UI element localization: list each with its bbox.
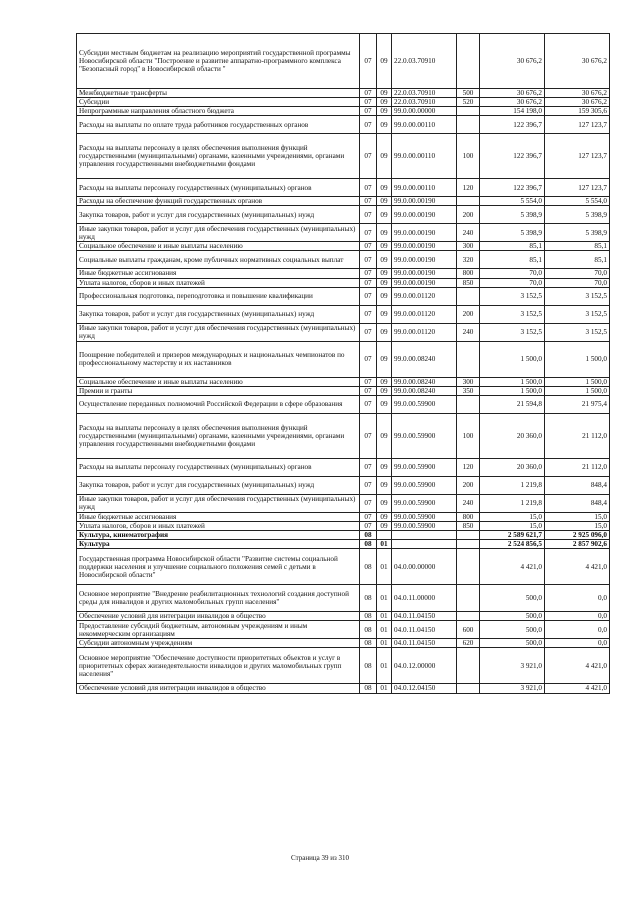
cell-name: Обеспечение условий для интеграции инвалидов в общество: [77, 684, 360, 693]
cell-section: 08: [360, 549, 377, 585]
cell-amount-year2: 15,0: [545, 521, 610, 530]
cell-subsection: 09: [377, 305, 392, 323]
cell-amount-year2: 4 421,0: [545, 684, 610, 693]
cell-section: 07: [360, 341, 377, 377]
cell-amount-year1: 3 921,0: [480, 684, 545, 693]
cell-target-article: 99.0.00.00190: [392, 278, 457, 287]
cell-target-article: [392, 531, 457, 540]
table-row: [77, 134, 610, 179]
cell-amount-year2: 0,0: [545, 639, 610, 648]
cell-expense-type: [457, 287, 480, 305]
table-row: [77, 197, 610, 206]
cell-expense-type: [457, 585, 480, 612]
cell-expense-type: 120: [457, 179, 480, 197]
table-row: [77, 612, 610, 621]
cell-subsection: 09: [377, 386, 392, 395]
cell-section: 07: [360, 251, 377, 269]
cell-amount-year1: 30 676,2: [480, 98, 545, 107]
cell-amount-year2: 70,0: [545, 269, 610, 278]
cell-name: Культура: [77, 540, 360, 549]
cell-name: Иные закупки товаров, работ и услуг для обеспечения государственных (муниципальных) нужд: [77, 323, 360, 341]
cell-section: 07: [360, 224, 377, 242]
cell-amount-year2: 30 676,2: [545, 34, 610, 89]
cell-amount-year2: 5 398,9: [545, 206, 610, 224]
cell-amount-year1: 21 594,8: [480, 395, 545, 413]
cell-name: Уплата налогов, сборов и иных платежей: [77, 521, 360, 530]
cell-expense-type: 850: [457, 521, 480, 530]
table-row: [77, 494, 610, 512]
cell-target-article: 99.0.00.00110: [392, 179, 457, 197]
cell-section: 07: [360, 521, 377, 530]
table-row: [77, 639, 610, 648]
cell-section: 07: [360, 458, 377, 476]
cell-section: 08: [360, 684, 377, 693]
cell-subsection: 09: [377, 98, 392, 107]
cell-name: Иные бюджетные ассигнования: [77, 512, 360, 521]
cell-amount-year1: 3 152,5: [480, 287, 545, 305]
cell-subsection: 01: [377, 549, 392, 585]
cell-amount-year2: 0,0: [545, 612, 610, 621]
cell-amount-year2: 85,1: [545, 251, 610, 269]
table-row: [77, 386, 610, 395]
cell-amount-year1: 122 396,7: [480, 134, 545, 179]
cell-amount-year1: 500,0: [480, 639, 545, 648]
cell-target-article: 22.0.03.70910: [392, 98, 457, 107]
cell-amount-year1: 1 219,8: [480, 476, 545, 494]
cell-subsection: 09: [377, 34, 392, 89]
cell-expense-type: 800: [457, 269, 480, 278]
cell-amount-year2: 1 500,0: [545, 341, 610, 377]
cell-amount-year2: 70,0: [545, 278, 610, 287]
cell-amount-year2: 2 857 902,6: [545, 540, 610, 549]
table-row: [77, 648, 610, 684]
cell-subsection: 09: [377, 107, 392, 116]
cell-subsection: 09: [377, 395, 392, 413]
cell-section: 08: [360, 612, 377, 621]
cell-section: 07: [360, 89, 377, 98]
cell-name: Расходы на выплаты персоналу государственных (муниципальных) органов: [77, 458, 360, 476]
cell-subsection: 09: [377, 323, 392, 341]
cell-target-article: 04.0.00.00000: [392, 549, 457, 585]
cell-target-article: 99.0.00.08240: [392, 377, 457, 386]
cell-amount-year1: 3 152,5: [480, 323, 545, 341]
table-row: [77, 531, 610, 540]
cell-target-article: 04.0.11.04150: [392, 621, 457, 639]
cell-subsection: 09: [377, 278, 392, 287]
cell-amount-year2: 30 676,2: [545, 98, 610, 107]
cell-expense-type: 520: [457, 98, 480, 107]
cell-section: 07: [360, 278, 377, 287]
cell-expense-type: 200: [457, 305, 480, 323]
table-row: [77, 341, 610, 377]
cell-target-article: 99.0.00.01120: [392, 323, 457, 341]
cell-amount-year1: 85,1: [480, 242, 545, 251]
cell-amount-year1: 1 500,0: [480, 386, 545, 395]
table-row: [77, 512, 610, 521]
cell-target-article: 99.0.00.00190: [392, 206, 457, 224]
cell-expense-type: 240: [457, 224, 480, 242]
cell-subsection: 09: [377, 179, 392, 197]
cell-name: Субсидии местным бюджетам на реализацию мероприятий государственной программы Новосибирской области "Построение и развитие аппаратно-программного комплекса "Безопасный город" в Новосибирской области ": [77, 34, 360, 89]
cell-expense-type: 120: [457, 458, 480, 476]
table-row: [77, 458, 610, 476]
cell-expense-type: [457, 116, 480, 134]
cell-expense-type: 240: [457, 323, 480, 341]
cell-target-article: 99.0.00.00110: [392, 134, 457, 179]
cell-amount-year1: 2 524 856,5: [480, 540, 545, 549]
cell-amount-year1: 500,0: [480, 585, 545, 612]
cell-amount-year1: 5 398,9: [480, 206, 545, 224]
table-row: [77, 521, 610, 530]
cell-section: 07: [360, 476, 377, 494]
cell-name: Расходы на обеспечение функций государственных органов: [77, 197, 360, 206]
cell-subsection: 01: [377, 585, 392, 612]
cell-expense-type: 100: [457, 413, 480, 458]
table-row: [77, 242, 610, 251]
table-row: [77, 89, 610, 98]
cell-subsection: 09: [377, 341, 392, 377]
cell-subsection: 01: [377, 648, 392, 684]
cell-target-article: 99.0.00.08240: [392, 341, 457, 377]
cell-expense-type: [457, 549, 480, 585]
cell-expense-type: [457, 395, 480, 413]
cell-section: 07: [360, 323, 377, 341]
cell-target-article: 99.0.00.00000: [392, 107, 457, 116]
cell-section: 07: [360, 34, 377, 89]
cell-name: Социальное обеспечение и иные выплаты населению: [77, 242, 360, 251]
cell-target-article: 99.0.00.00190: [392, 269, 457, 278]
cell-target-article: 99.0.00.08240: [392, 386, 457, 395]
cell-expense-type: 200: [457, 476, 480, 494]
cell-target-article: 99.0.00.59900: [392, 494, 457, 512]
cell-amount-year1: 5 554,0: [480, 197, 545, 206]
cell-expense-type: 200: [457, 206, 480, 224]
cell-amount-year2: 21 112,0: [545, 458, 610, 476]
cell-expense-type: 500: [457, 89, 480, 98]
cell-section: 07: [360, 512, 377, 521]
cell-target-article: 22.0.03.70910: [392, 34, 457, 89]
cell-section: 08: [360, 540, 377, 549]
cell-amount-year1: 20 360,0: [480, 458, 545, 476]
cell-name: Государственная программа Новосибирской области "Развитие системы социальной поддержки населения и улучшение социального положения семей с детьми в Новосибирской области": [77, 549, 360, 585]
cell-expense-type: [457, 684, 480, 693]
cell-expense-type: [457, 107, 480, 116]
table-row: [77, 179, 610, 197]
cell-name: Уплата налогов, сборов и иных платежей: [77, 278, 360, 287]
cell-amount-year1: 15,0: [480, 512, 545, 521]
table-row: [77, 251, 610, 269]
cell-name: Расходы на выплаты персоналу в целях обеспечения выполнения функций государственными (муниципальными) органами, казенными учреждениями, органами управления государственными внебюджетными фондами: [77, 134, 360, 179]
cell-amount-year1: 3 152,5: [480, 305, 545, 323]
cell-amount-year2: 1 500,0: [545, 386, 610, 395]
cell-subsection: 09: [377, 251, 392, 269]
cell-amount-year1: 1 500,0: [480, 377, 545, 386]
cell-section: 07: [360, 116, 377, 134]
cell-amount-year1: 5 398,9: [480, 224, 545, 242]
cell-target-article: 99.0.00.59900: [392, 521, 457, 530]
cell-name: Социальные выплаты гражданам, кроме публичных нормативных социальных выплат: [77, 251, 360, 269]
cell-section: 08: [360, 531, 377, 540]
cell-section: 07: [360, 386, 377, 395]
cell-target-article: 99.0.00.00190: [392, 242, 457, 251]
cell-subsection: 09: [377, 206, 392, 224]
cell-amount-year2: 1 500,0: [545, 377, 610, 386]
cell-target-article: 99.0.00.00190: [392, 197, 457, 206]
cell-name: Иные закупки товаров, работ и услуг для обеспечения государственных (муниципальных) нужд: [77, 224, 360, 242]
cell-amount-year2: 15,0: [545, 512, 610, 521]
cell-amount-year1: 2 589 621,7: [480, 531, 545, 540]
cell-target-article: [392, 540, 457, 549]
cell-amount-year1: 15,0: [480, 521, 545, 530]
cell-amount-year1: 70,0: [480, 278, 545, 287]
table-row: [77, 540, 610, 549]
cell-amount-year2: 5 398,9: [545, 224, 610, 242]
cell-expense-type: [457, 540, 480, 549]
cell-target-article: 99.0.00.00190: [392, 251, 457, 269]
cell-expense-type: 300: [457, 377, 480, 386]
cell-name: Закупка товаров, работ и услуг для государственных (муниципальных) нужд: [77, 206, 360, 224]
cell-amount-year2: 3 152,5: [545, 305, 610, 323]
cell-subsection: 01: [377, 540, 392, 549]
cell-subsection: 09: [377, 377, 392, 386]
page-footer: Страница 39 из 310: [291, 854, 349, 862]
table-row: [77, 116, 610, 134]
cell-section: 07: [360, 395, 377, 413]
table-row: [77, 269, 610, 278]
cell-amount-year2: 0,0: [545, 585, 610, 612]
cell-amount-year2: 127 123,7: [545, 134, 610, 179]
cell-name: Субсидии: [77, 98, 360, 107]
cell-section: 08: [360, 585, 377, 612]
cell-target-article: 99.0.00.01120: [392, 287, 457, 305]
cell-subsection: 01: [377, 684, 392, 693]
cell-subsection: 09: [377, 287, 392, 305]
cell-amount-year2: 0,0: [545, 621, 610, 639]
cell-name: Расходы на выплаты персоналу государственных (муниципальных) органов: [77, 179, 360, 197]
cell-section: 07: [360, 305, 377, 323]
table-row: [77, 377, 610, 386]
cell-name: Закупка товаров, работ и услуг для государственных (муниципальных) нужд: [77, 305, 360, 323]
cell-expense-type: 350: [457, 386, 480, 395]
cell-section: 08: [360, 648, 377, 684]
cell-subsection: [377, 531, 392, 540]
cell-expense-type: [457, 197, 480, 206]
cell-amount-year1: 500,0: [480, 621, 545, 639]
table-row: [77, 549, 610, 585]
cell-name: Субсидии автономным учреждениям: [77, 639, 360, 648]
cell-expense-type: 800: [457, 512, 480, 521]
cell-name: Иные закупки товаров, работ и услуг для обеспечения государственных (муниципальных) нужд: [77, 494, 360, 512]
cell-expense-type: 240: [457, 494, 480, 512]
cell-subsection: 09: [377, 134, 392, 179]
cell-amount-year2: 848,4: [545, 476, 610, 494]
cell-subsection: 09: [377, 521, 392, 530]
cell-amount-year1: 4 421,0: [480, 549, 545, 585]
cell-name: Культура, кинематография: [77, 531, 360, 540]
cell-amount-year1: 122 396,7: [480, 179, 545, 197]
table-row: [77, 585, 610, 612]
cell-section: 07: [360, 377, 377, 386]
cell-amount-year1: 500,0: [480, 612, 545, 621]
table-row: [77, 684, 610, 693]
cell-expense-type: [457, 34, 480, 89]
cell-amount-year1: 70,0: [480, 269, 545, 278]
cell-target-article: 04.0.11.04150: [392, 639, 457, 648]
cell-subsection: 01: [377, 612, 392, 621]
cell-subsection: 01: [377, 621, 392, 639]
cell-amount-year2: 4 421,0: [545, 549, 610, 585]
cell-expense-type: [457, 648, 480, 684]
cell-section: 07: [360, 134, 377, 179]
cell-target-article: 22.0.03.70910: [392, 89, 457, 98]
cell-amount-year1: 154 198,0: [480, 107, 545, 116]
cell-expense-type: 620: [457, 639, 480, 648]
table-row: [77, 278, 610, 287]
cell-subsection: 09: [377, 197, 392, 206]
cell-amount-year1: 1 500,0: [480, 341, 545, 377]
cell-amount-year1: 3 921,0: [480, 648, 545, 684]
cell-subsection: 09: [377, 476, 392, 494]
cell-expense-type: [457, 341, 480, 377]
cell-name: Основное мероприятие "Внедрение реабилитационных технологий создания доступной среды для инвалидов и других маломобильных групп населения": [77, 585, 360, 612]
table-row: [77, 621, 610, 639]
table-row: [77, 224, 610, 242]
cell-subsection: 09: [377, 269, 392, 278]
cell-amount-year2: 21 975,4: [545, 395, 610, 413]
cell-expense-type: 600: [457, 621, 480, 639]
cell-amount-year1: 30 676,2: [480, 34, 545, 89]
budget-table: [76, 33, 610, 694]
cell-target-article: 99.0.00.59900: [392, 512, 457, 521]
cell-name: Премии и гранты: [77, 386, 360, 395]
cell-section: 07: [360, 197, 377, 206]
cell-name: Предоставление субсидий бюджетным, автономным учреждениям и иным некоммерческим организациям: [77, 621, 360, 639]
cell-amount-year1: 20 360,0: [480, 413, 545, 458]
cell-target-article: 99.0.00.00190: [392, 224, 457, 242]
cell-name: Иные бюджетные ассигнования: [77, 269, 360, 278]
cell-target-article: 99.0.00.59900: [392, 476, 457, 494]
cell-name: Социальное обеспечение и иные выплаты населению: [77, 377, 360, 386]
table-row: [77, 413, 610, 458]
table-row: [77, 107, 610, 116]
cell-subsection: 09: [377, 89, 392, 98]
cell-section: 07: [360, 179, 377, 197]
cell-amount-year1: 30 676,2: [480, 89, 545, 98]
cell-section: 07: [360, 107, 377, 116]
cell-expense-type: 300: [457, 242, 480, 251]
cell-name: Осуществление переданных полномочий Российской Федерации в сфере образования: [77, 395, 360, 413]
table-row: [77, 323, 610, 341]
cell-amount-year1: 122 396,7: [480, 116, 545, 134]
cell-amount-year2: 30 676,2: [545, 89, 610, 98]
cell-amount-year1: 85,1: [480, 251, 545, 269]
cell-subsection: 09: [377, 116, 392, 134]
cell-name: Поощрение победителей и призеров международных и национальных чемпионатов по профессиональному мастерству и их наставников: [77, 341, 360, 377]
cell-subsection: 09: [377, 413, 392, 458]
table-row: [77, 34, 610, 89]
cell-expense-type: 850: [457, 278, 480, 287]
cell-section: 08: [360, 621, 377, 639]
cell-section: 07: [360, 98, 377, 107]
cell-expense-type: 320: [457, 251, 480, 269]
cell-amount-year2: 159 305,6: [545, 107, 610, 116]
cell-subsection: 09: [377, 224, 392, 242]
table-row: [77, 305, 610, 323]
cell-amount-year2: 21 112,0: [545, 413, 610, 458]
cell-section: 07: [360, 269, 377, 278]
budget-table-body: [77, 34, 610, 694]
cell-expense-type: [457, 531, 480, 540]
cell-target-article: 99.0.00.01120: [392, 305, 457, 323]
table-row: [77, 476, 610, 494]
cell-subsection: 09: [377, 512, 392, 521]
table-row: [77, 98, 610, 107]
cell-target-article: 99.0.00.00110: [392, 116, 457, 134]
cell-name: Закупка товаров, работ и услуг для государственных (муниципальных) нужд: [77, 476, 360, 494]
cell-target-article: 99.0.00.59900: [392, 413, 457, 458]
cell-subsection: 09: [377, 242, 392, 251]
cell-amount-year2: 4 421,0: [545, 648, 610, 684]
cell-section: 07: [360, 206, 377, 224]
cell-expense-type: 100: [457, 134, 480, 179]
cell-expense-type: [457, 612, 480, 621]
cell-amount-year2: 848,4: [545, 494, 610, 512]
cell-target-article: 04.0.11.00000: [392, 585, 457, 612]
cell-section: 08: [360, 639, 377, 648]
cell-amount-year2: 85,1: [545, 242, 610, 251]
cell-name: Расходы на выплаты по оплате труда работников государственных органов: [77, 116, 360, 134]
cell-target-article: 04.0.11.04150: [392, 612, 457, 621]
cell-section: 07: [360, 287, 377, 305]
cell-target-article: 04.0.12.00000: [392, 648, 457, 684]
cell-subsection: 09: [377, 494, 392, 512]
cell-amount-year1: 1 219,8: [480, 494, 545, 512]
cell-subsection: 01: [377, 639, 392, 648]
cell-target-article: 04.0.12.04150: [392, 684, 457, 693]
cell-name: Непрограммные направления областного бюджета: [77, 107, 360, 116]
table-row: [77, 206, 610, 224]
cell-target-article: 99.0.00.59900: [392, 395, 457, 413]
cell-section: 07: [360, 494, 377, 512]
cell-section: 07: [360, 413, 377, 458]
cell-amount-year2: 127 123,7: [545, 116, 610, 134]
cell-amount-year2: 3 152,5: [545, 287, 610, 305]
cell-name: Расходы на выплаты персоналу в целях обеспечения выполнения функций государственными (муниципальными) органами, казенными учреждениями, органами управления государственными внебюджетными фондами: [77, 413, 360, 458]
table-row: [77, 287, 610, 305]
cell-amount-year2: 5 554,0: [545, 197, 610, 206]
cell-amount-year2: 127 123,7: [545, 179, 610, 197]
cell-amount-year2: 3 152,5: [545, 323, 610, 341]
cell-name: Профессиональная подготовка, переподготовка и повышение квалификации: [77, 287, 360, 305]
cell-name: Основное мероприятие "Обеспечение доступности приоритетных объектов и услуг в приоритетных сферах жизнедеятельности инвалидов и других маломобильных групп населения": [77, 648, 360, 684]
cell-section: 07: [360, 242, 377, 251]
cell-name: Обеспечение условий для интеграции инвалидов в общество: [77, 612, 360, 621]
cell-subsection: 09: [377, 458, 392, 476]
cell-target-article: 99.0.00.59900: [392, 458, 457, 476]
cell-amount-year2: 2 925 096,0: [545, 531, 610, 540]
cell-name: Межбюджетные трансферты: [77, 89, 360, 98]
table-row: [77, 395, 610, 413]
